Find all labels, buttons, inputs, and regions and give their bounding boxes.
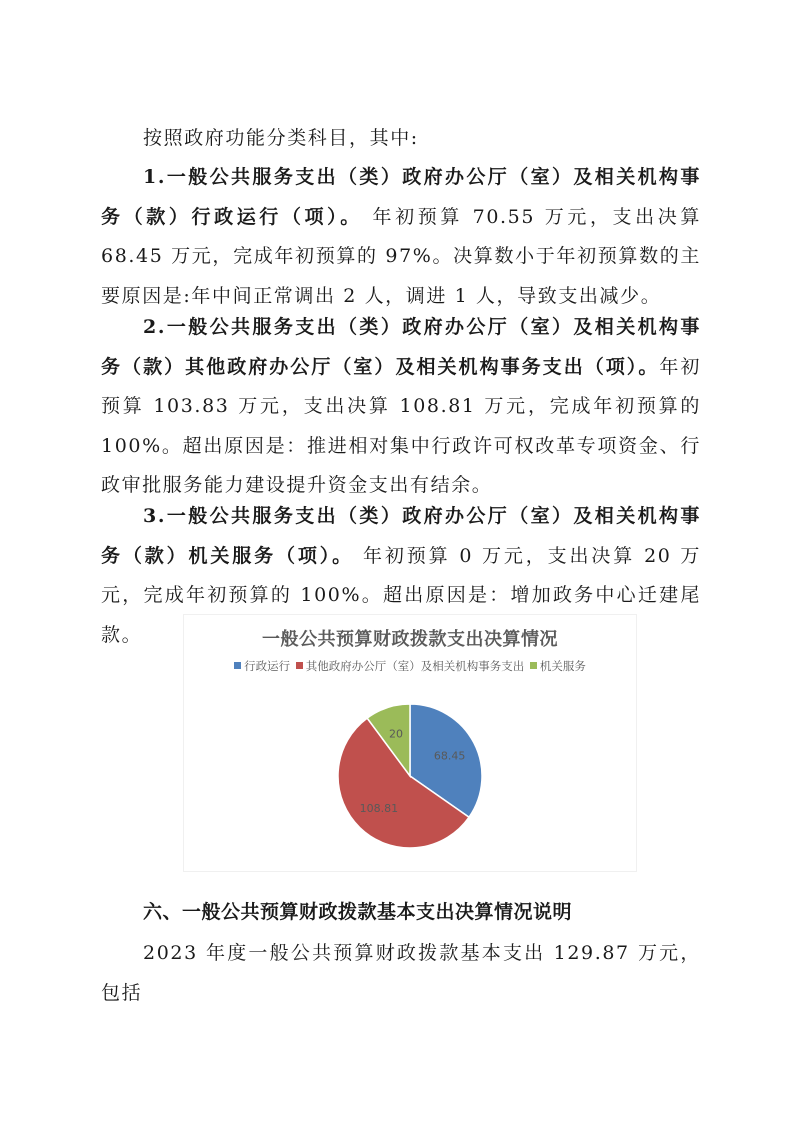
pie-plot-area (184, 615, 636, 871)
section-6-body: 2023 年度一般公共预算财政拨款基本支出 129.87 万元，包括 (101, 942, 701, 1004)
section-6-paragraph (101, 934, 701, 1013)
pie-chart (183, 614, 637, 872)
pie-data-label: 20 (389, 727, 404, 741)
item-2-paragraph (101, 308, 701, 506)
legend-label: 机关服务 (539, 659, 586, 673)
item-3-heading: 3.一般公共服务支出（类）政府办公厅（室）及相关机构事务（款）机关服务（项）。 (101, 505, 701, 567)
legend-label: 行政运行 (244, 659, 291, 673)
item-3-body: 年初预算 0 万元，支出决算 20 万元，完成年初预算的 100%。超出原因是：增加政务中心迁建尾款。 (101, 544, 701, 646)
item-1-heading: 1.一般公共服务支出（类）政府办公厅（室）及相关机构事务（款）行政运行（项）。 (101, 166, 701, 228)
pie-data-label: 108.81 (359, 801, 399, 815)
pie-data-label: 68.45 (433, 749, 466, 763)
intro-paragraph (101, 119, 701, 159)
item-2-body: 年初预算 103.83 万元，支出决算 108.81 万元，完成年初预算的 100%。超出原因是：推进相对集中行政许可权改革专项资金、行政审批服务能力建设提升资金支出有结余。 (101, 355, 702, 496)
intro-text: 按照政府功能分类科目，其中: (143, 127, 419, 149)
legend-label: 其他政府办公厅（室）及相关机构事务支出 (305, 659, 525, 673)
section-6-heading: 六、一般公共预算财政拨款基本支出决算情况说明 (143, 901, 573, 923)
item-1-paragraph (101, 158, 701, 316)
item-2-heading: 2.一般公共服务支出（类）政府办公厅（室）及相关机构事务（款）其他政府办公厅（室）及相关机构事务支出（项）。 (101, 316, 701, 378)
item-1-body: 年初预算 70.55 万元，支出决算 68.45 万元，完成年初预算的 97%。决算数小于年初预算数的主要原因是:年中间正常调出 2 人，调进 1 人，导致支出减少。 (101, 205, 701, 307)
chart-title: 一般公共预算财政拨款支出决算情况 (262, 629, 558, 650)
